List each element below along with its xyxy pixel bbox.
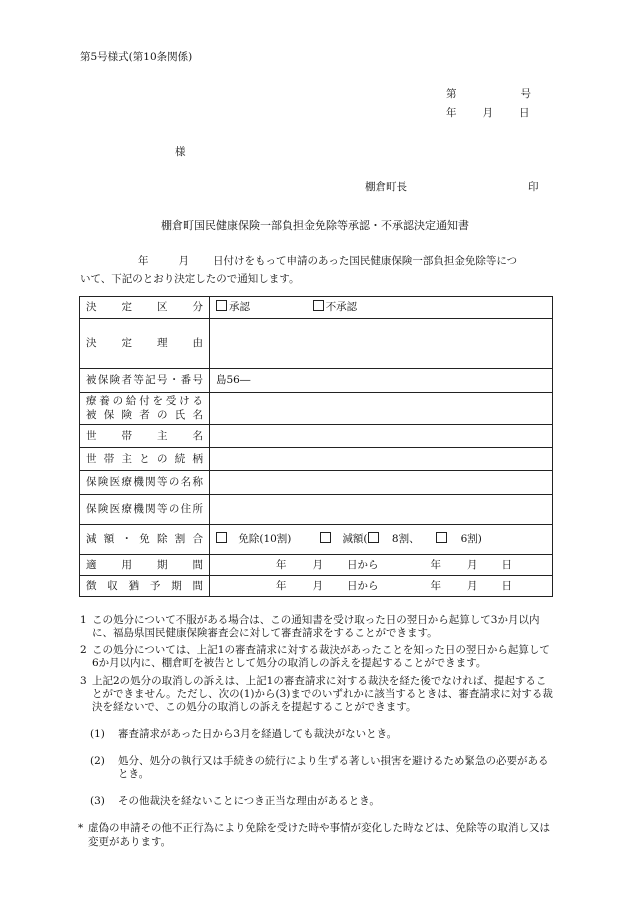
reduce-8-label: 8割、 [391,533,420,546]
label-deferral: 徴収猶予期間 [80,576,210,597]
note-text: 上記2の処分の取消しの訴えは、上記1の審査請求に対する裁決を経た後でなければ、提起することができません。ただし、次の(1)から(3)までのいずれかに該当するときは、審査請求に対する裁決を経ないで、この処分の取消しの訴えを提起することができます。 [92,674,553,713]
label-patient-name-line1: 療養の給付を受ける [86,394,203,407]
label-institution-name: 保険医療機関等の名称 [80,471,210,495]
reduce-checkbox[interactable] [320,532,331,543]
notes-section [80,614,556,849]
row-period [80,555,553,576]
label-relationship: 世帯主との続柄 [80,448,210,471]
date-year: 年 [446,107,457,119]
note-number: 3 [80,674,87,687]
note-item [80,614,556,640]
seal-mark: 印 [528,181,539,193]
relationship-field[interactable] [210,448,553,471]
reject-label: 不承認 [325,301,358,314]
date-month: 月 [482,107,493,119]
note-number: 2 [80,644,87,657]
footnote-mark: * [78,822,84,835]
period-end-day: 日 [501,558,512,571]
sub-note-number: (1) [90,727,105,740]
note-item [80,675,556,714]
row-relationship [80,448,553,471]
institution-name-field[interactable] [210,471,553,495]
label-patient-name-line2: 被保険者の氏名 [86,408,203,421]
deferral-field[interactable] [210,576,553,597]
reject-checkbox[interactable] [313,300,324,311]
reduce-label: 減額( [342,533,368,546]
document-number [446,87,531,101]
period-from-day: 日から [347,558,379,571]
sub-note-item [80,728,556,741]
footnote [80,822,556,848]
householder-field[interactable] [210,425,553,448]
form-number: 第5号様式(第10条関係) [80,51,193,63]
row-reduction-rate [80,525,553,555]
footnote-text: 虚偽の申請その他不正行為により免除を受けた時や事情が変化した時などは、免除等の取消し又は変更があります。 [88,822,550,848]
addressee-honorific: 様 [175,146,186,158]
insured-number-value[interactable]: 島56― [210,369,553,393]
note-item [80,644,556,670]
decision-table [79,296,553,597]
exempt-checkbox[interactable] [216,532,227,543]
row-decision-reason [80,319,553,369]
patient-name-field[interactable] [210,393,553,425]
row-institution-name [80,471,553,495]
doc-number-suffix: 号 [520,88,531,100]
row-householder [80,425,553,448]
intro-line-2: いて、下記のとおり決定したので通知します。 [80,272,300,285]
deferral-start-year: 年 [276,579,287,592]
decision-reason-field[interactable] [210,319,553,369]
period-end-month: 月 [467,558,478,571]
sub-note-text: 処分、処分の執行又は手続きの続行により生ずる著しい損害を避けるため緊急の必要があるとき。 [118,755,549,781]
period-field[interactable] [210,555,553,576]
label-reduction-rate: 減額・免除割合 [80,525,210,555]
label-patient-name [80,393,210,425]
row-deferral [80,576,553,597]
period-start-year: 年 [276,558,287,571]
label-institution-address: 保険医療機関等の住所 [80,495,210,525]
doc-number-prefix: 第 [446,88,457,100]
sub-note-number: (3) [90,795,105,808]
sub-note-text: その他裁決を経ないことにつき正当な理由があるとき。 [118,795,380,808]
sub-note-item [80,795,556,808]
note-text: この処分については、上記1の審査請求に対する裁決があったことを知った日の翌日から起算して6か月以内に、棚倉町を被告として処分の取消しの訴えを提起することができます。 [92,644,550,670]
document-title: 棚倉町国民健康保険一部負担金免除等承認・不承認決定通知書 [161,219,469,232]
reduce-6-checkbox[interactable] [436,532,447,543]
sub-note-number: (2) [90,755,105,767]
sub-note-item [80,755,556,781]
approve-label: 承認 [229,301,250,314]
note-text: この処分について不服がある場合は、この通知書を受け取った日の翌日から起算して3か月以内に、福島県国民健康保険審査会に対して審査請求をすることができます。 [92,614,540,640]
label-insured-number: 被保険者等記号・番号 [80,369,210,393]
label-period: 適用期間 [80,555,210,576]
approve-checkbox[interactable] [216,300,227,311]
deferral-from-day: 日から [347,579,379,592]
exempt-label: 免除(10割) [238,533,292,546]
date-day: 日 [519,107,530,119]
deferral-start-month: 月 [312,579,323,592]
reduction-rate-options [210,525,553,555]
institution-address-field[interactable] [210,495,553,525]
reduce-8-checkbox[interactable] [368,532,379,543]
period-end-year: 年 [430,558,441,571]
issuer-title: 棚倉町長 [365,181,407,193]
label-householder: 世帯主名 [80,425,210,448]
intro-year: 年 [138,255,149,267]
intro-month: 月 [178,255,189,267]
label-decision-type: 決定区分 [80,297,210,319]
row-decision-type [80,297,553,319]
deferral-end-month: 月 [467,579,478,592]
note-number: 1 [80,614,87,626]
sub-note-text: 審査請求があった日から3月を経過しても裁決がないとき。 [118,727,398,740]
intro-line-1 [80,253,555,271]
row-patient-name [80,393,553,425]
row-insured-number [80,369,553,393]
issue-date [446,106,530,120]
row-institution-address [80,495,553,525]
intro-line1-text: 日付けをもって申請のあった国民健康保険一部負担金免除等につ [213,255,518,267]
deferral-end-day: 日 [501,579,512,592]
intro-paragraph [80,253,555,289]
decision-type-options [210,297,553,319]
deferral-end-year: 年 [430,579,441,592]
period-start-month: 月 [312,558,323,571]
label-decision-reason: 決定理由 [80,319,210,369]
reduce-6-label: 6割) [460,533,482,546]
